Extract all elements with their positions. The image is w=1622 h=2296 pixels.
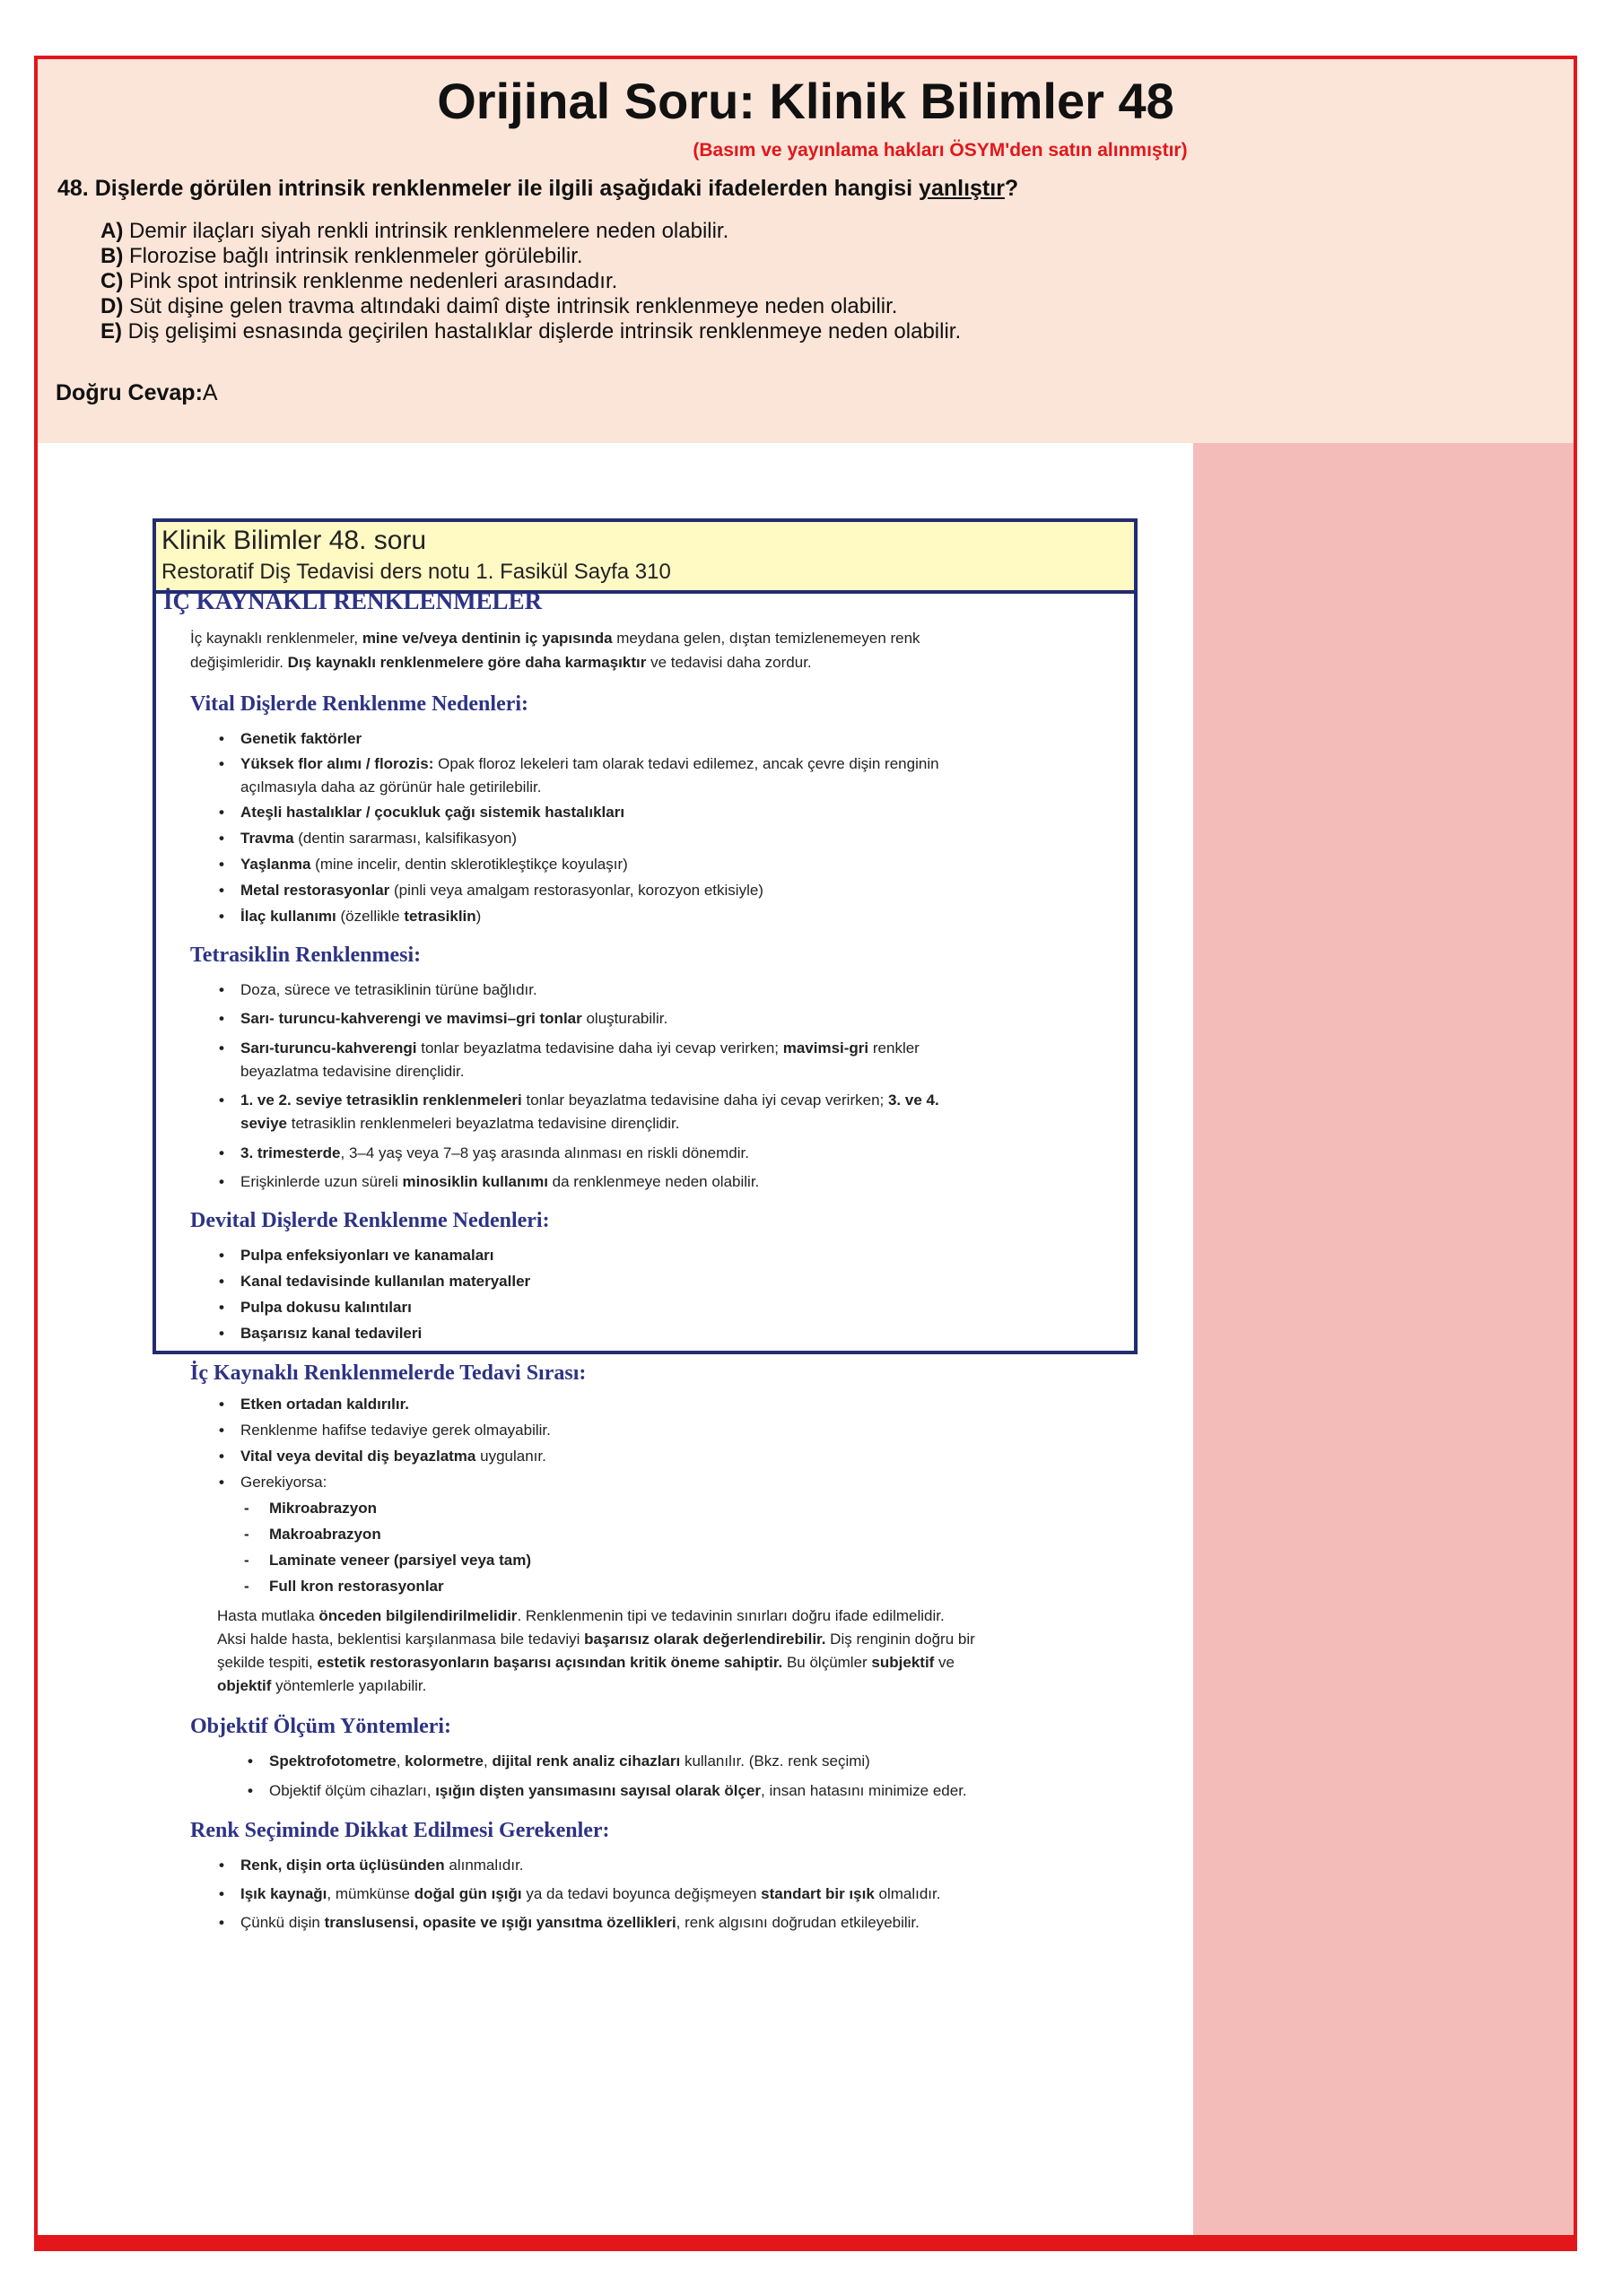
list-item: • İlaç kullanımı (özellikle tetrasiklin) <box>219 904 481 928</box>
list-item: • Gerekiyorsa: <box>219 1470 327 1494</box>
list-item: • Objektif ölçüm cihazları, ışığın dişten yansımasını sayısal olarak ölçer, insan hatasını minimize eder. <box>248 1779 967 1803</box>
option-c: C) Pink spot intrinsik renklenme nedenleri arasındadır. <box>100 269 618 293</box>
list-item: • Pulpa enfeksiyonları ve kanamaları <box>219 1243 494 1267</box>
option-e: E) Diş gelişimi esnasında geçirilen hastalıklar dişlerde intrinsik renklenmeye neden olabilir. <box>100 319 962 344</box>
list-item: • Kanal tedavisinde kullanılan materyaller <box>219 1269 530 1293</box>
intro-line-2: değişimleridir. Dış kaynaklı renklenmelere göre daha karmaşıktır ve tedavisi daha zordur. <box>190 654 812 671</box>
list-item: • Metal restorasyonlar (pinli veya amalgam restorasyonlar, korozyon etkisiyle) <box>219 878 763 902</box>
list-item: • Yüksek flor alımı / florozis: Opak floroz lekeleri tam olarak tedavi edilemez, ancak çevre dişin renginin <box>219 752 939 776</box>
objective-heading: Objektif Ölçüm Yöntemleri: <box>190 1715 452 1738</box>
list-item: • Travma (dentin sararması, kalsifikasyon) <box>219 826 517 850</box>
list-item: • Çünkü dişin translusensi, opasite ve ışığı yansıtma özellikleri, renk algısını doğrudan etkileyebilir. <box>219 1910 920 1935</box>
rights-notice: (Basım ve yayınlama hakları ÖSYM'den satın alınmıştır) <box>693 140 1188 161</box>
option-b: B) Florozise bağlı intrinsik renklenmeler görülebilir. <box>100 244 583 268</box>
list-item-continuation: açılmasıyla daha az görünür hale getirilebilir. <box>240 778 542 796</box>
page-title: Orijinal Soru: Klinik Bilimler 48 <box>437 73 1174 129</box>
paragraph-line: şekilde tespiti, estetik restorasyonların başarısı açısından kritik öneme sahiptir. Bu ölçümler subjektif ve <box>217 1654 955 1671</box>
list-item: • Genetik faktörler <box>219 726 362 751</box>
sub-list-item: - Makroabrazyon <box>244 1522 381 1546</box>
list-item: • Spektrofotometre, kolormetre, dijital renk analiz cihazları kullanılır. (Bkz. renk seçimi) <box>248 1749 870 1773</box>
list-item: • Sarı- turuncu-kahverengi ve mavimsi–gri tonlar oluşturabilir. <box>219 1006 667 1031</box>
list-item: • Yaşlanma (mine incelir, dentin sklerotikleştikçe koyulaşır) <box>219 852 628 876</box>
reference-source: Restoratif Diş Tedavisi ders notu 1. Fasikül Sayfa 310 <box>161 560 671 584</box>
reference-title: Klinik Bilimler 48. soru <box>161 526 427 555</box>
treatment-heading: İç Kaynaklı Renklenmelerde Tedavi Sırası: <box>190 1361 587 1385</box>
sub-list-item: - Mikroabrazyon <box>244 1496 377 1520</box>
list-item: • Renk, dişin orta üçlüsünden alınmalıdır. <box>219 1853 524 1877</box>
vital-heading: Vital Dişlerde Renklenme Nedenleri: <box>190 692 529 716</box>
intro-line-1: İç kaynaklı renklenmeler, mine ve/veya dentinin iç yapısında meydana gelen, dıştan temizlenemeyen renk <box>190 630 920 647</box>
list-item: • Pulpa dokusu kalıntıları <box>219 1295 412 1319</box>
option-d: D) Süt dişine gelen travma altındaki daimî dişte intrinsik renklenmeye neden olabilir. <box>100 294 898 318</box>
question-text: 48. Dişlerde görülen intrinsik renklenmeler ile ilgili aşağıdaki ifadelerden hangisi yanlıştır? <box>57 176 1019 201</box>
main-heading: İÇ KAYNAKLI RENKLENMELER <box>163 587 543 614</box>
list-item: • 3. trimesterde, 3–4 yaş veya 7–8 yaş arasında alınması en riskli dönemdir. <box>219 1141 749 1165</box>
paragraph-line: Hasta mutlaka önceden bilgilendirilmelidir. Renklenmenin tipi ve tedavinin sınırları doğru ifade edilmelidir. <box>217 1607 945 1624</box>
list-item-continuation: seviye tetrasiklin renklenmeleri beyazlatma tedavisine dirençlidir. <box>240 1115 680 1132</box>
list-item: • Başarısız kanal tedavileri <box>219 1321 422 1345</box>
option-a: A) Demir ilaçları siyah renkli intrinsik renklenmelere neden olabilir. <box>100 219 729 243</box>
color-selection-heading: Renk Seçiminde Dikkat Edilmesi Gerekenler: <box>190 1819 610 1842</box>
list-item-continuation: beyazlatma tedavisine dirençlidir. <box>240 1063 465 1080</box>
sub-list-item: - Laminate veneer (parsiyel veya tam) <box>244 1548 531 1572</box>
list-item: • Renklenme hafifse tedaviye gerek olmayabilir. <box>219 1418 551 1442</box>
paragraph-line: objektif yöntemlerle yapılabilir. <box>217 1677 427 1694</box>
list-item: • Doza, sürece ve tetrasiklinin türüne bağlıdır. <box>219 978 537 1002</box>
sub-list-item: - Full kron restorasyonlar <box>244 1574 444 1598</box>
correct-answer: Doğru Cevap:A <box>56 380 218 405</box>
list-item: • Etken ortadan kaldırılır. <box>219 1392 409 1416</box>
list-item: • Vital veya devital diş beyazlatma uygulanır. <box>219 1444 546 1468</box>
paragraph-line: Aksi halde hasta, beklentisi karşılanmasa bile tedaviyi başarısız olarak değerlendirebilir. Diş renginin doğru bir <box>217 1631 975 1648</box>
list-item: • 1. ve 2. seviye tetrasiklin renklenmeleri tonlar beyazlatma tedavisine daha iyi cevap verirken; 3. ve 4. <box>219 1088 939 1112</box>
list-item: • Ateşli hastalıklar / çocukluk çağı sistemik hastalıkları <box>219 800 624 824</box>
devital-heading: Devital Dişlerde Renklenme Nedenleri: <box>190 1209 550 1232</box>
list-item: • Sarı-turuncu-kahverengi tonlar beyazlatma tedavisine daha iyi cevap verirken; mavimsi-gri renkler <box>219 1036 920 1060</box>
tetracycline-heading: Tetrasiklin Renklenmesi: <box>190 944 422 967</box>
list-item: • Erişkinlerde uzun süreli minosiklin kullanımı da renklenmeye neden olabilir. <box>219 1170 759 1194</box>
list-item: • Işık kaynağı, mümkünse doğal gün ışığı ya da tedavi boyunca değişmeyen standart bir ışık olmalıdır. <box>219 1882 940 1906</box>
